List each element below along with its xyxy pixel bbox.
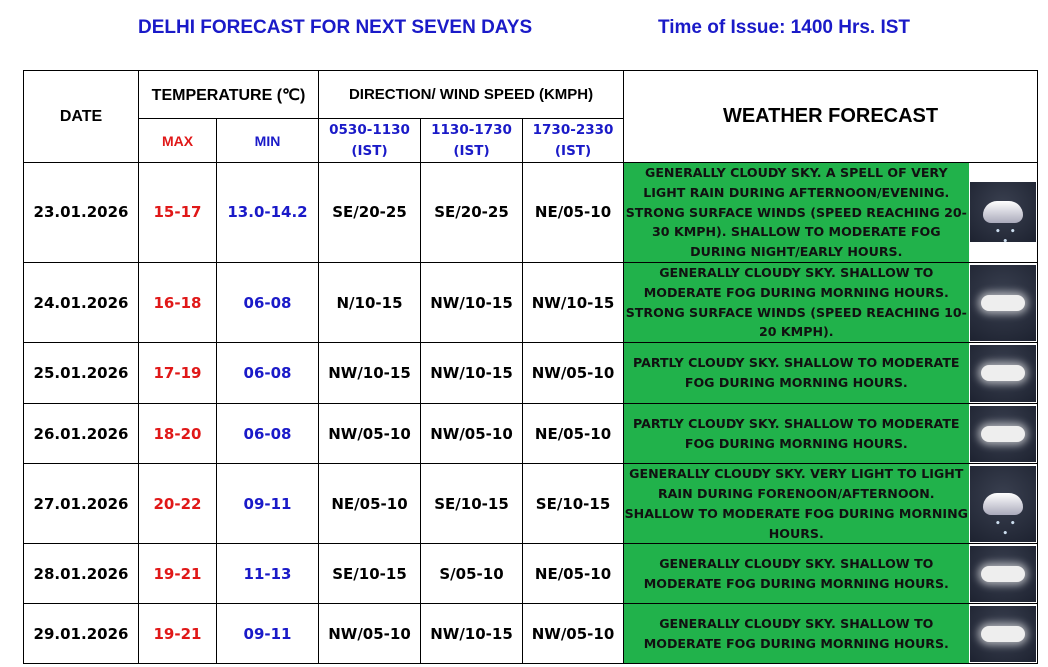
max-cell: 19-21	[139, 604, 217, 664]
date-cell: 27.01.2026	[24, 464, 139, 544]
max-cell: 18-20	[139, 404, 217, 464]
fog-cloud-icon	[970, 345, 1036, 402]
wind-slot2-cell: SE/10-15	[421, 464, 523, 544]
icon-cell	[969, 343, 1038, 404]
date-cell: 29.01.2026	[24, 604, 139, 664]
header-slot3: 1730-2330 (IST)	[523, 119, 624, 163]
max-cell: 19-21	[139, 544, 217, 604]
table-row	[24, 262, 1038, 342]
forecast-cell: PARTLY CLOUDY SKY. SHALLOW TO MODERATE FOG DURING MORNING HOURS.	[624, 404, 969, 464]
wind-slot3-cell: NE/05-10	[523, 163, 624, 263]
fog-cloud-icon	[970, 406, 1036, 462]
table-row	[24, 163, 1038, 263]
issue-time: Time of Issue: 1400 Hrs. IST	[658, 17, 911, 38]
wind-slot2-cell: NW/10-15	[421, 343, 523, 404]
date-cell: 23.01.2026	[24, 163, 139, 263]
fog-cloud-icon	[970, 606, 1036, 662]
date-cell: 25.01.2026	[24, 343, 139, 404]
wind-slot1-cell: SE/20-25	[319, 163, 421, 263]
forecast-cell: GENERALLY CLOUDY SKY. A SPELL OF VERY LIGHT RAIN DURING AFTERNOON/EVENING. STRONG SURFACE WINDS (SPEED REACHING 20-30 KMPH). SHALLOW TO MODERATE FOG DURING NIGHT/EARLY HOURS.	[624, 163, 969, 263]
forecast-table	[23, 70, 1038, 664]
forecast-cell: GENERALLY CLOUDY SKY. SHALLOW TO MODERATE FOG DURING MORNING HOURS.	[624, 604, 969, 664]
icon-cell	[969, 544, 1038, 604]
wind-slot1-cell: NE/05-10	[319, 464, 421, 544]
min-cell: 13.0-14.2	[217, 163, 319, 263]
wind-slot2-cell: SE/20-25	[421, 163, 523, 263]
rain-cloud-icon: • • •	[970, 182, 1036, 242]
date-cell: 26.01.2026	[24, 404, 139, 464]
min-cell: 06-08	[217, 343, 319, 404]
header-min: MIN	[217, 119, 319, 163]
forecast-cell: GENERALLY CLOUDY SKY. SHALLOW TO MODERATE FOG DURING MORNING HOURS. STRONG SURFACE WINDS (SPEED REACHING 10-20 KMPH).	[624, 262, 969, 342]
wind-slot2-cell: S/05-10	[421, 544, 523, 604]
header-slot1: 0530-1130 (IST)	[319, 119, 421, 163]
wind-slot2-cell: NW/10-15	[421, 262, 523, 342]
forecast-cell: GENERALLY CLOUDY SKY. VERY LIGHT TO LIGHT RAIN DURING FORENOON/AFTERNOON. SHALLOW TO MODERATE FOG DURING MORNING HOURS.	[624, 464, 969, 544]
forecast-cell: GENERALLY CLOUDY SKY. SHALLOW TO MODERATE FOG DURING MORNING HOURS.	[624, 544, 969, 604]
icon-cell	[969, 404, 1038, 464]
date-cell: 24.01.2026	[24, 262, 139, 342]
max-cell: 17-19	[139, 343, 217, 404]
header-max: MAX	[139, 119, 217, 163]
wind-slot1-cell: N/10-15	[319, 262, 421, 342]
header-slot2: 1130-1730 (IST)	[421, 119, 523, 163]
wind-slot1-cell: SE/10-15	[319, 544, 421, 604]
max-cell: 20-22	[139, 464, 217, 544]
header-wind: DIRECTION/ WIND SPEED (KMPH)	[319, 71, 624, 119]
forecast-cell: PARTLY CLOUDY SKY. SHALLOW TO MODERATE FOG DURING MORNING HOURS.	[624, 343, 969, 404]
min-cell: 09-11	[217, 464, 319, 544]
wind-slot1-cell: NW/10-15	[319, 343, 421, 404]
wind-slot2-cell: NW/10-15	[421, 604, 523, 664]
rain-cloud-icon: • • •	[970, 466, 1036, 542]
min-cell: 11-13	[217, 544, 319, 604]
table-row	[24, 604, 1038, 664]
wind-slot3-cell: SE/10-15	[523, 464, 624, 544]
icon-cell	[969, 262, 1038, 342]
header-temperature: TEMPERATURE (℃)	[139, 71, 319, 119]
header-forecast: WEATHER FORECAST	[624, 71, 1038, 163]
max-cell: 16-18	[139, 262, 217, 342]
wind-slot3-cell: NW/05-10	[523, 343, 624, 404]
table-row	[24, 464, 1038, 544]
min-cell: 06-08	[217, 262, 319, 342]
min-cell: 09-11	[217, 604, 319, 664]
wind-slot1-cell: NW/05-10	[319, 604, 421, 664]
header-date: DATE	[24, 71, 139, 163]
date-cell: 28.01.2026	[24, 544, 139, 604]
fog-cloud-icon	[970, 546, 1036, 602]
table-row	[24, 544, 1038, 604]
wind-slot3-cell: NW/05-10	[523, 604, 624, 664]
icon-cell	[969, 464, 1038, 544]
wind-slot3-cell: NE/05-10	[523, 544, 624, 604]
table-row	[24, 404, 1038, 464]
table-row	[24, 343, 1038, 404]
max-cell: 15-17	[139, 163, 217, 263]
wind-slot1-cell: NW/05-10	[319, 404, 421, 464]
wind-slot3-cell: NE/05-10	[523, 404, 624, 464]
min-cell: 06-08	[217, 404, 319, 464]
wind-slot2-cell: NW/05-10	[421, 404, 523, 464]
icon-cell	[969, 604, 1038, 664]
wind-slot3-cell: NW/10-15	[523, 262, 624, 342]
icon-cell	[969, 163, 1038, 263]
page-title: DELHI FORECAST FOR NEXT SEVEN DAYS	[138, 17, 533, 38]
fog-cloud-icon	[970, 265, 1036, 341]
